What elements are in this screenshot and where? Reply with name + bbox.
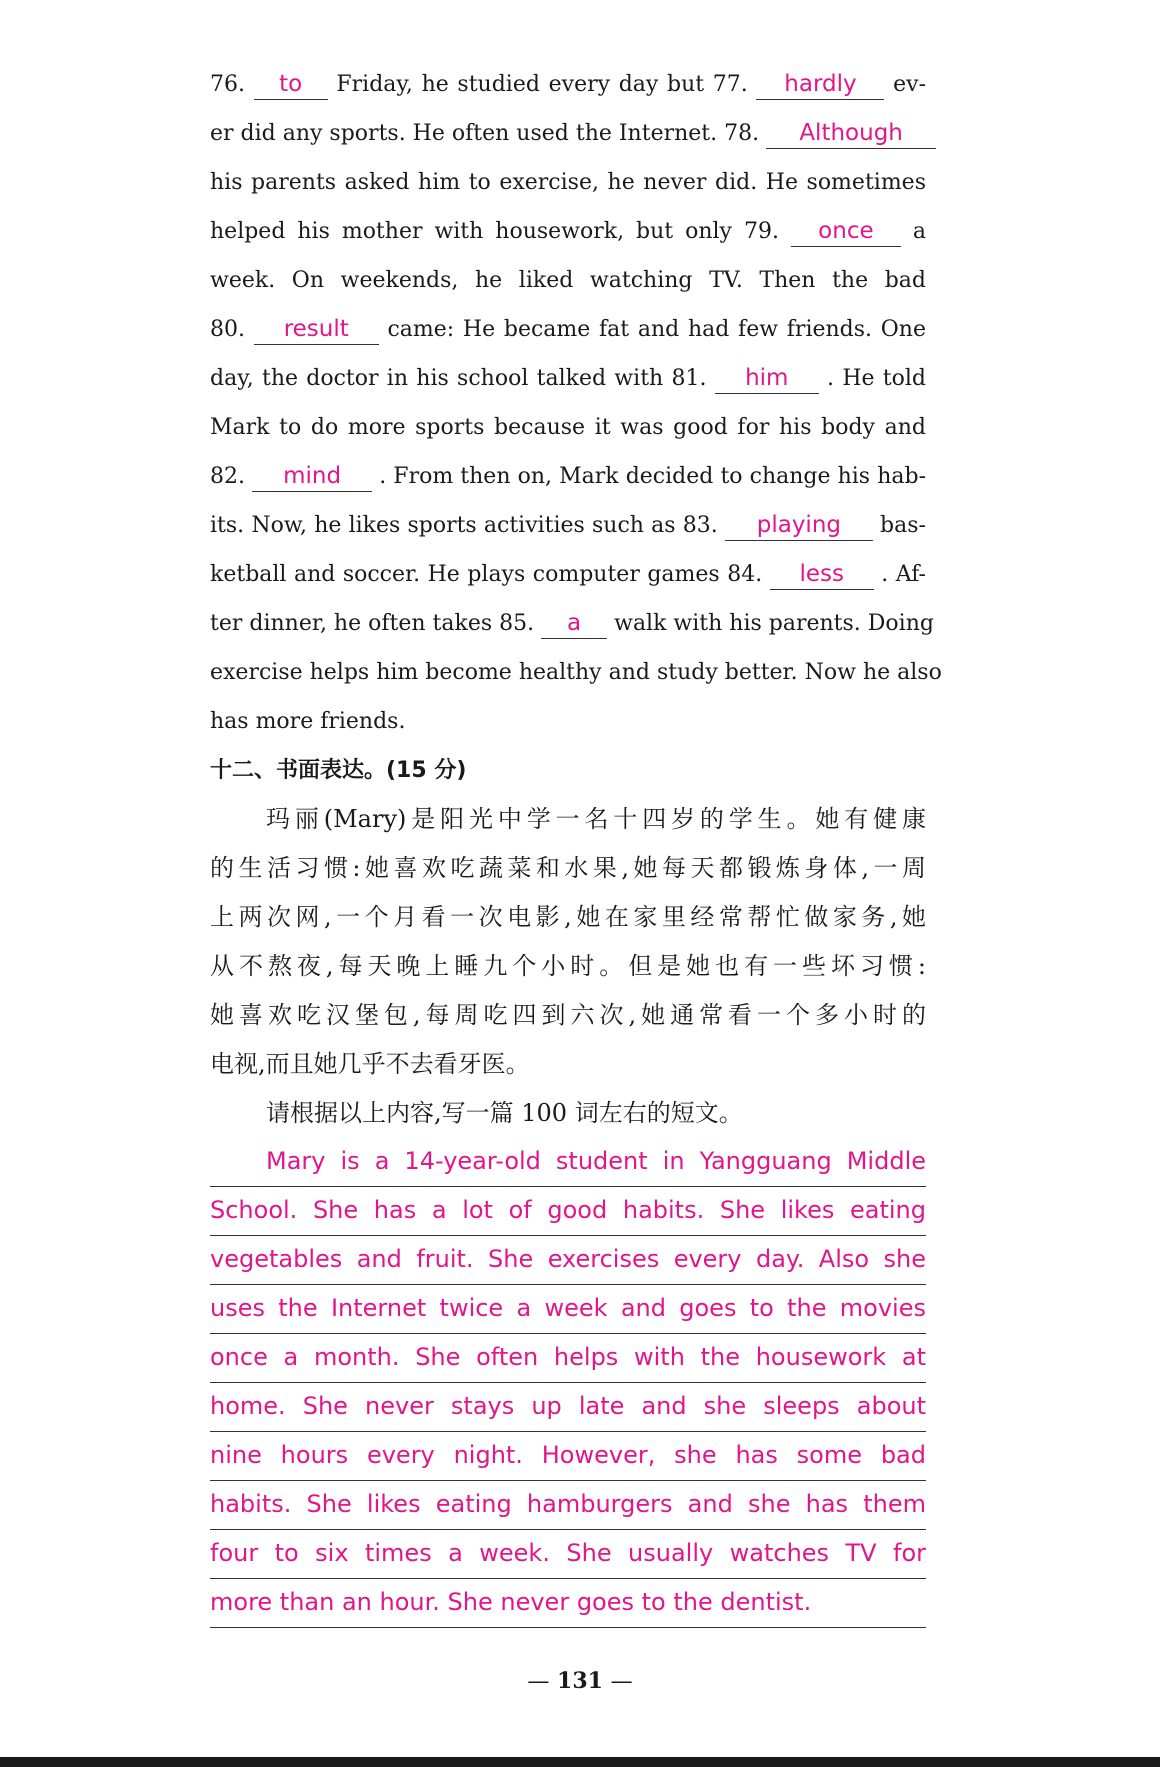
text: . Af-: [881, 562, 926, 587]
prompt-line-3: 上两次网,一个月看一次电影,她在家里经常帮忙做家务,她: [210, 903, 926, 931]
bottom-edge-bar: [0, 1757, 1160, 1767]
passage-line-14: [210, 697, 926, 746]
passage-line-6: [210, 305, 926, 354]
instruction: 请根据以上内容,写一篇 100 词左右的短文。: [266, 1099, 743, 1127]
answer-77: hardly: [756, 69, 884, 100]
answer-78: Although: [766, 118, 936, 149]
essay-line: School. She has a lot of good habits. She likes eating: [210, 1187, 926, 1236]
footer-dash-left: —: [527, 1669, 550, 1694]
text: day, the doctor in his school talked with 81.: [210, 366, 707, 391]
page-number: 131: [557, 1668, 603, 1694]
answer-76: to: [254, 69, 328, 100]
passage-line-10: [210, 501, 926, 550]
essay-line: home. She never stays up late and she sleeps about: [210, 1383, 926, 1432]
prompt-line-2: 的生活习惯:她喜欢吃蔬菜和水果,她每天都锻炼身体,一周: [210, 854, 926, 882]
section-heading: 十二、书面表达。(15 分): [210, 758, 467, 783]
text: week. On weekends, he liked watching TV. Then the bad: [210, 268, 926, 293]
essay-line: more than an hour. She never goes to the dentist.: [210, 1579, 926, 1628]
text: his parents asked him to exercise, he never did. He sometimes: [210, 170, 926, 195]
text: ev-: [893, 72, 927, 97]
q76-number: 76.: [210, 72, 245, 97]
prompt-line-6: 电视,而且她几乎不去看牙医。: [210, 1050, 530, 1078]
passage-line-3: [210, 158, 926, 207]
passage-line-4: [210, 207, 926, 256]
text: er did any sports. He often used the Internet. 78.: [210, 121, 760, 146]
text: . He told: [827, 366, 926, 391]
answer-85: a: [541, 608, 607, 639]
text: ter dinner, he often takes 85.: [210, 611, 535, 636]
essay-line: vegetables and fruit. She exercises every day. Also she: [210, 1236, 926, 1285]
footer-dash-right: —: [610, 1669, 633, 1694]
answer-81: him: [715, 363, 819, 394]
q82-number: 82.: [210, 464, 245, 489]
text: came: He became fat and had few friends. One: [387, 317, 926, 342]
text: a: [912, 219, 926, 244]
text: bas-: [880, 513, 926, 538]
passage-line-5: [210, 256, 926, 305]
essay-line: once a month. She often helps with the housework at: [210, 1334, 926, 1383]
essay-answer: [210, 1138, 926, 1628]
text: Friday, he studied every day but 77.: [336, 72, 748, 97]
text: Mark to do more sports because it was good for his body and: [210, 415, 926, 440]
answer-79: once: [791, 216, 901, 247]
page-number-footer: [0, 1668, 1160, 1694]
prompt-line-4: 从不熬夜,每天晚上睡九个小时。但是她也有一些坏习惯:: [210, 952, 926, 980]
text: its. Now, he likes sports activities such as 83.: [210, 513, 718, 538]
essay-line: habits. She likes eating hamburgers and she has them: [210, 1481, 926, 1530]
text: ketball and soccer. He plays computer games 84.: [210, 562, 763, 587]
passage-line-1: [210, 60, 926, 109]
prompt-line-5: 她喜欢吃汉堡包,每周吃四到六次,她通常看一个多小时的: [210, 1001, 926, 1029]
answer-83: playing: [725, 510, 873, 541]
prompt-line-1: 玛丽(Mary)是阳光中学一名十四岁的学生。她有健康: [266, 805, 926, 833]
passage-line-9: [210, 452, 926, 501]
text: exercise helps him become healthy and study better. Now he also: [210, 660, 942, 685]
answer-80: result: [254, 314, 379, 345]
q80-number: 80.: [210, 317, 245, 342]
passage-line-11: [210, 550, 926, 599]
essay-line: uses the Internet twice a week and goes to the movies: [210, 1285, 926, 1334]
essay-line: four to six times a week. She usually watches TV for: [210, 1530, 926, 1579]
passage-line-13: [210, 648, 942, 697]
text: . From then on, Mark decided to change his hab-: [379, 464, 926, 489]
text: walk with his parents. Doing: [614, 611, 934, 636]
passage-line-12: [210, 599, 934, 648]
text: helped his mother with housework, but only 79.: [210, 219, 779, 244]
page-content: [210, 60, 942, 1628]
answer-84: less: [770, 559, 874, 590]
passage-line-8: [210, 403, 926, 452]
essay-line: Mary is a 14-year-old student in Yangguang Middle: [210, 1138, 926, 1187]
passage-line-2: [210, 109, 926, 158]
passage-line-7: [210, 354, 926, 403]
answer-82: mind: [252, 461, 372, 492]
text: has more friends.: [210, 709, 406, 734]
essay-line: nine hours every night. However, she has some bad: [210, 1432, 926, 1481]
